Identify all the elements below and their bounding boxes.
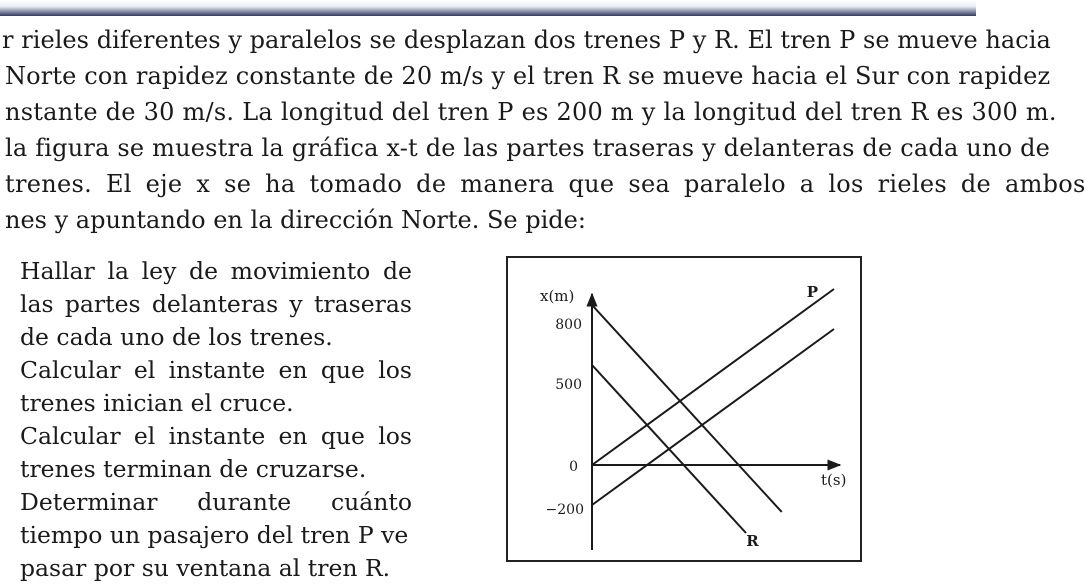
y-tick-label: −200 xyxy=(545,502,584,518)
question-line: Hallar la ley de movimiento de xyxy=(20,257,412,285)
question-line: de cada uno de los trenes. xyxy=(20,323,333,351)
statement-line: r rieles diferentes y paralelos se desplazan dos trenes P y R. El tren P se mueve hacia xyxy=(2,26,1051,54)
series-label: P xyxy=(806,283,819,301)
y-tick-label: 500 xyxy=(555,377,582,393)
question-2 xyxy=(20,354,412,420)
series-label: R xyxy=(746,532,759,550)
statement-line: la figura se muestra la gráfica x-t de las partes traseras y delanteras de cada uno de xyxy=(5,134,1051,162)
question-4 xyxy=(20,486,412,585)
question-line: trenes inician el cruce. xyxy=(20,389,294,417)
question-line: tiempo un pasajero del tren P ve xyxy=(20,521,409,549)
question-3 xyxy=(20,420,412,486)
question-list xyxy=(20,255,412,585)
series-line-r xyxy=(592,305,782,512)
y-tick-label: 0 xyxy=(569,459,578,475)
series-line-p-rear xyxy=(592,329,834,505)
series-line-p xyxy=(592,289,834,465)
question-line: pasar por su ventana al tren R. xyxy=(20,554,391,582)
statement-line: trenes. El eje x se ha tomado de manera que sea paralelo a los rieles de ambos xyxy=(5,170,1086,198)
problem-statement xyxy=(0,22,1086,238)
statement-line: nes y apuntando en la dirección Norte. Se pide: xyxy=(5,206,586,234)
question-line: Determinar durante cuánto xyxy=(20,488,412,516)
y-tick-label: 800 xyxy=(555,317,582,333)
xt-graph xyxy=(506,256,862,562)
question-line: trenes terminan de cruzarse. xyxy=(20,455,367,483)
question-line: Calcular el instante en que los xyxy=(20,422,412,450)
x-axis-label: t(s) xyxy=(821,471,847,489)
statement-line: nstante de 30 m/s. La longitud del tren P es 200 m y la longitud del tren R es 300 m. xyxy=(5,98,1057,126)
header-bar xyxy=(0,0,976,16)
question-line: las partes delanteras y traseras xyxy=(20,290,412,318)
question-1 xyxy=(20,255,412,354)
y-axis-label: x(m) xyxy=(540,287,575,305)
question-line: Calcular el instante en que los xyxy=(20,356,412,384)
xt-chart xyxy=(508,258,860,560)
statement-line: Norte con rapidez constante de 20 m/s y el tren R se mueve hacia el Sur con rapidez xyxy=(5,62,1051,90)
